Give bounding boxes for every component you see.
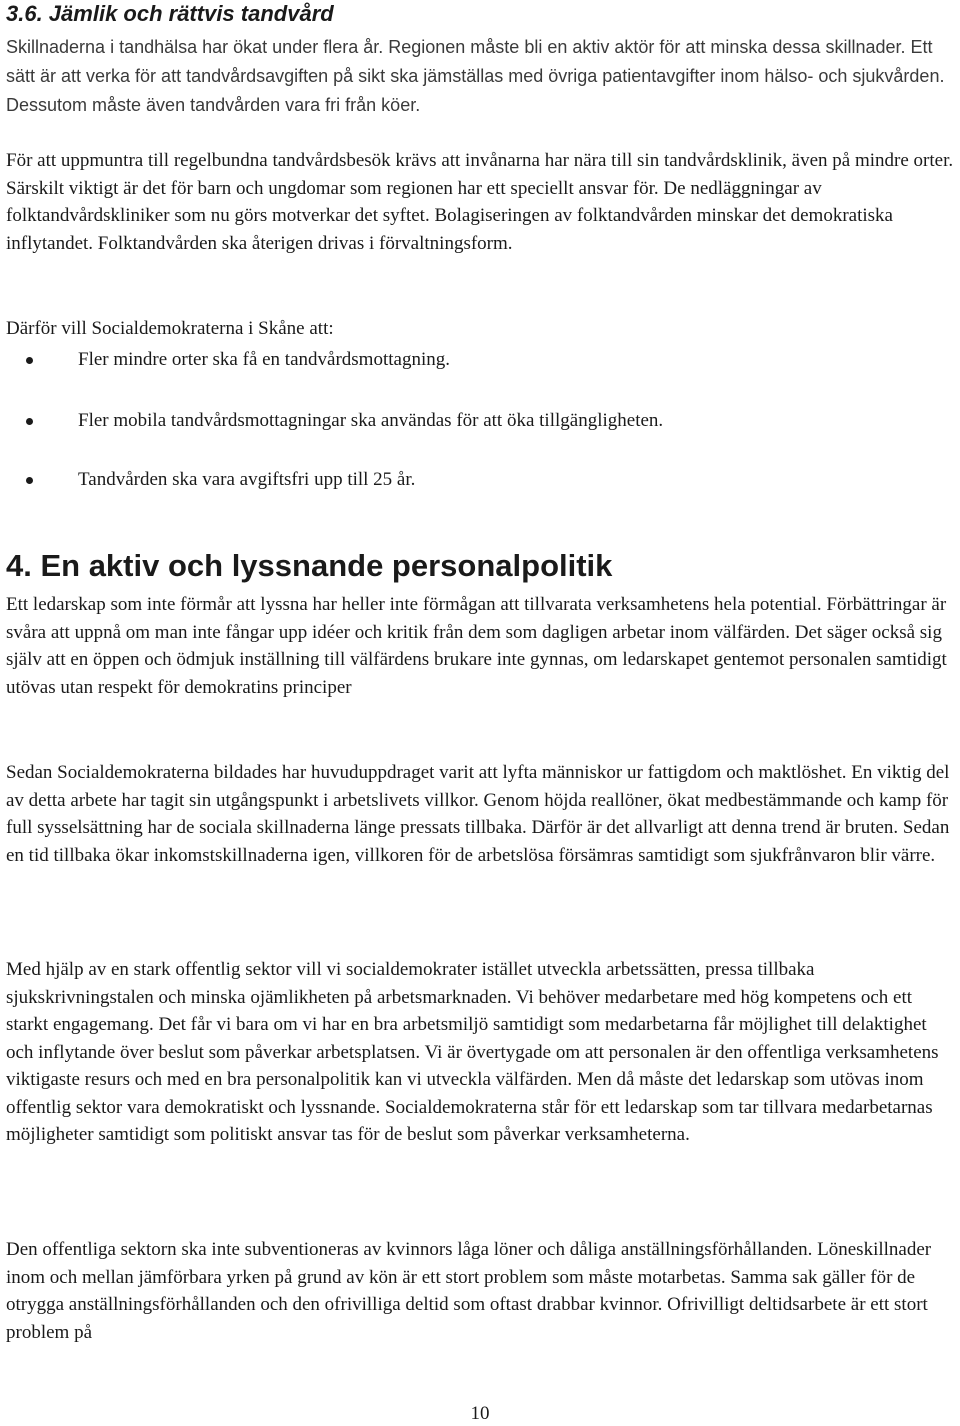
- section-body-paragraph: För att uppmuntra till regelbundna tandvårdsbesök krävs att invånarna har nära till sin tandvårdsklinik, även på mindre orter. Särskilt viktigt är det för barn och ungdomar som regionen har ett speciellt ansvar för. De nedläggningar av folktandvårdskliniker som nu görs motverkar det syftet. Bolagiseringen av folktandvården minskar det demokratiska inflytandet. Folktandvården ska återigen drivas i förvaltningsform.: [6, 150, 954, 254]
- chapter-paragraph: Sedan Socialdemokraterna bildades har huvuduppdraget varit att lyfta människor ur fattigdom och maktlöshet. En viktig del av detta arbete har tagit sin utgångspunkt i arbetslivets villkor. Genom höjda reallöner, ökat medbestämmande och kamp för full sysselsättning har de sociala skillnaderna länge pressats tillbaka. Därför är det allvarligt att denna trend är bruten. Sedan en tid tillbaka ökar inkomstskillnaderna igen, villkoren för de arbetslösa försämras samtidigt som sjukfrånvaron blir värre.: [6, 762, 950, 866]
- section-lead-text: Därför vill Socialdemokraterna i Skåne att:: [6, 318, 334, 339]
- bullet-icon: [26, 357, 33, 364]
- list-item-text: Tandvården ska vara avgiftsfri upp till 25 år.: [78, 469, 416, 490]
- chapter-paragraph: Med hjälp av en stark offentlig sektor vill vi socialdemokrater istället utveckla arbetssätten, pressa tillbaka sjukskrivningstalen och minska ojämlikheten på arbetsmarknaden. Vi behöver medarbetare med hög kompetens och ett starkt engagemang. Det får vi bara om vi har en bra arbetsmiljö samtidigt som medarbetarna får möjlighet till delaktighet och inflytande över beslut som påverkar arbetsplatsen. Vi är övertygade om att personalen är den offentliga verksamhetens viktigaste resurs och med en bra personalpolitik kan vi utveckla välfärden. Men då måste det ledarskap som utövas inom offentlig sektor vara demokratiskt och lyssnande. Socialdemokraterna står för ett ledarskap som tar tillvara medarbetarnas möjligheter samtidigt som politiskt ansvar tas för de beslut som påverkar verksamheterna.: [6, 959, 939, 1145]
- list-item-text: Fler mindre orter ska få en tandvårdsmottagning.: [78, 349, 450, 370]
- bullet-icon: [26, 418, 33, 425]
- bullet-icon: [26, 477, 33, 484]
- list-item: [6, 407, 954, 435]
- list-item: [6, 346, 954, 374]
- list-item-text: Fler mobila tandvårdsmottagningar ska användas för att öka tillgängligheten.: [78, 410, 664, 431]
- chapter-paragraph: Ett ledarskap som inte förmår att lyssna har heller inte förmågan att tillvarata verksamhetens hela potential. Förbättringar är svåra att uppnå om man inte fångar upp idéer och kritik från dem som dagligen arbetar inom välfärden. Det säger också sig själv att en öppen och ödmjuk inställning till välfärdens brukare inte gynnas, om ledarskapet gentemot personalen samtidigt utövas utan respekt för demokratins principer: [6, 594, 947, 698]
- chapter-paragraph: Den offentliga sektorn ska inte subventioneras av kvinnors låga löner och dåliga anställningsförhållanden. Löneskillnader inom och mellan jämförbara yrken på grund av kön är ett stort problem som måste motarbetas. Samma sak gäller för de otrygga anställningsförhållanden och den ofrivilliga deltid som oftast drabbar kvinnor. Ofrivilligt deltidsarbete är ett stort problem på: [6, 1239, 932, 1343]
- section-intro-paragraph: Skillnaderna i tandhälsa har ökat under flera år. Regionen måste bli en aktiv aktör för att minska dessa skillnader. Ett sätt är att verka för att tandvårdsavgiften på sikt ska jämställas med övriga patientavgifter inom hälso- och sjukvården. Dessutom måste även tandvården vara fri från köer.: [6, 37, 945, 115]
- section-heading: 3.6. Jämlik och rättvis tandvård: [6, 1, 334, 26]
- page-number: 10: [470, 1403, 490, 1424]
- list-item: [6, 466, 954, 494]
- chapter-heading: 4. En aktiv och lyssnande personalpolitik: [6, 548, 613, 583]
